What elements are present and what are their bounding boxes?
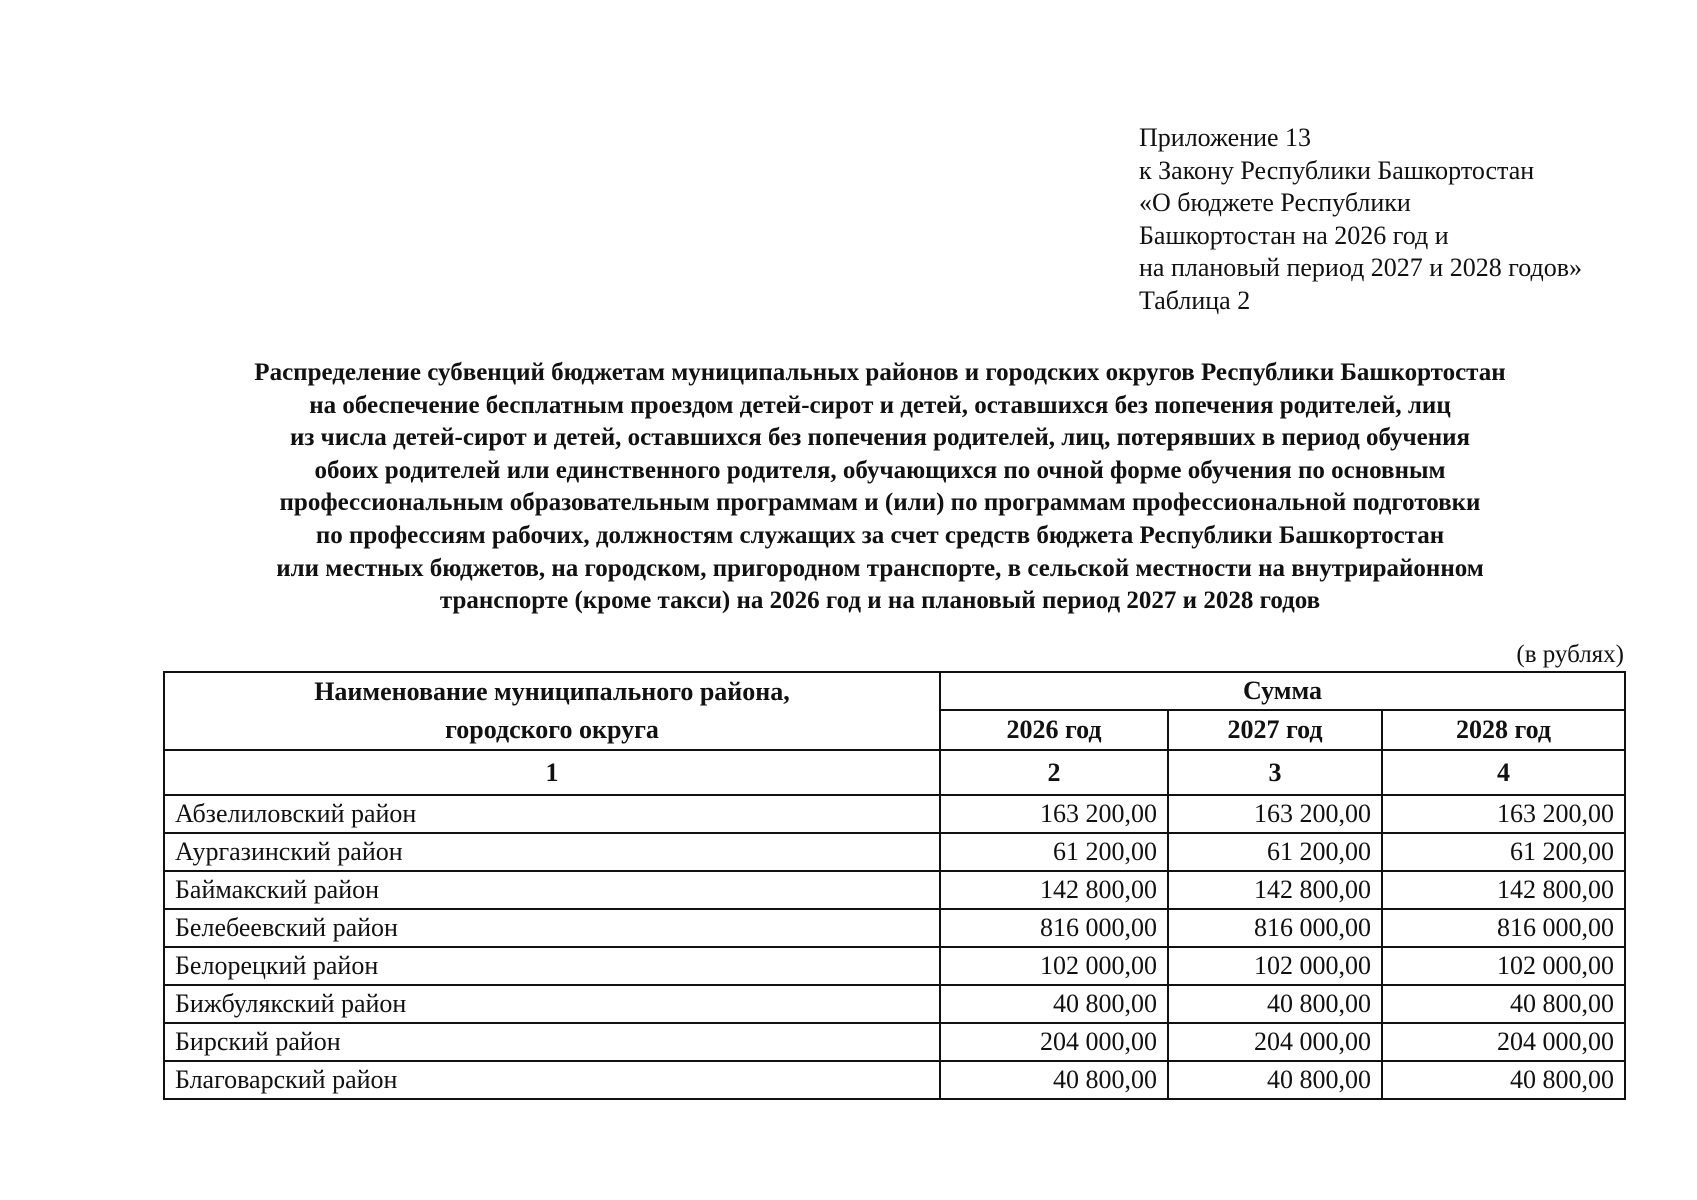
name-header-line: Наименование муниципального района, (314, 677, 790, 706)
district-name: Абзелиловский район (164, 795, 940, 833)
amount-2026: 61 200,00 (940, 833, 1168, 871)
year-header-2026: 2026 год (940, 710, 1168, 750)
district-name: Аургазинский район (164, 833, 940, 871)
units-label: (в рублях) (1516, 641, 1624, 668)
title-line: по профессиям рабочих, должностям служащих за счет средств бюджета Республики Башкортостан (315, 521, 1445, 549)
amount-2026: 142 800,00 (940, 871, 1168, 909)
table-row (164, 1023, 1625, 1061)
column-number: 4 (1382, 750, 1625, 795)
amount-2028: 204 000,00 (1382, 1023, 1625, 1061)
amount-2027: 102 000,00 (1168, 947, 1382, 985)
district-name: Белорецкий район (164, 947, 940, 985)
table-row (164, 871, 1625, 909)
table-row (164, 909, 1625, 947)
table-row (164, 1061, 1625, 1099)
amount-2026: 40 800,00 (940, 985, 1168, 1023)
title-line: обоих родителей или единственного родителя, обучающихся по очной форме обучения по основным (314, 456, 1446, 484)
amount-2027: 204 000,00 (1168, 1023, 1382, 1061)
table-row (164, 795, 1625, 833)
appendix-line: Приложение 13 (1139, 123, 1312, 152)
amount-2026: 102 000,00 (940, 947, 1168, 985)
title-line: из числа детей-сирот и детей, оставшихся без попечения родителей, лиц, потерявших в период обучения (289, 424, 1471, 452)
amount-2027: 142 800,00 (1168, 871, 1382, 909)
column-number: 1 (164, 750, 940, 795)
amount-2027: 163 200,00 (1168, 795, 1382, 833)
table-row (164, 947, 1625, 985)
amount-2028: 816 000,00 (1382, 909, 1625, 947)
amount-2028: 142 800,00 (1382, 871, 1625, 909)
table-row (164, 833, 1625, 871)
year-header-2028: 2028 год (1382, 710, 1625, 750)
column-number: 2 (940, 750, 1168, 795)
amount-2028: 40 800,00 (1382, 1061, 1625, 1099)
appendix-line: на плановый период 2027 и 2028 годов» (1139, 253, 1582, 282)
title-line: или местных бюджетов, на городском, пригородном транспорте, в сельской местности на внутрирайонном (276, 554, 1484, 582)
amount-2026: 163 200,00 (940, 795, 1168, 833)
document-title (150, 357, 1610, 618)
sum-header: Сумма (940, 672, 1625, 710)
title-line: Распределение субвенций бюджетам муниципальных районов и городских округов Республики Башкортостан (254, 359, 1506, 386)
amount-2026: 204 000,00 (940, 1023, 1168, 1061)
district-name: Благоварский район (164, 1061, 940, 1099)
title-line: профессиональным образовательным программам и (или) по программам профессиональной подготовки (279, 489, 1481, 517)
column-number: 3 (1168, 750, 1382, 795)
column-number-row (164, 750, 1625, 795)
amount-2028: 163 200,00 (1382, 795, 1625, 833)
amount-2028: 61 200,00 (1382, 833, 1625, 871)
amount-2027: 61 200,00 (1168, 833, 1382, 871)
name-header-line: городского округа (445, 715, 659, 744)
appendix-heading (1139, 122, 1582, 317)
appendix-table-number: Таблица 2 (1139, 285, 1251, 315)
district-name: Баймакский район (164, 871, 940, 909)
appendix-line: Башкортостан на 2026 год и (1139, 220, 1449, 250)
title-line: транспорте (кроме такси) на 2026 год и на плановый период 2027 и 2028 годов (439, 587, 1321, 615)
amount-2028: 102 000,00 (1382, 947, 1625, 985)
district-name: Белебеевский район (164, 909, 940, 947)
amount-2027: 40 800,00 (1168, 985, 1382, 1023)
appendix-line: «О бюджете Республики (1139, 188, 1411, 217)
district-name: Бижбулякский район (164, 985, 940, 1023)
table-header-row (164, 672, 1625, 710)
amount-2026: 816 000,00 (940, 909, 1168, 947)
table-row (164, 985, 1625, 1023)
amount-2028: 40 800,00 (1382, 985, 1625, 1023)
amount-2027: 816 000,00 (1168, 909, 1382, 947)
district-name: Бирский район (164, 1023, 940, 1061)
subsidy-table (163, 671, 1626, 1100)
appendix-line: к Закону Республики Башкортостан (1139, 155, 1535, 185)
amount-2027: 40 800,00 (1168, 1061, 1382, 1099)
name-column-header (164, 672, 940, 750)
title-line: на обеспечение бесплатным проездом детей-сирот и детей, оставшихся без попечения родителей, лиц (309, 391, 1451, 419)
year-header-2027: 2027 год (1168, 710, 1382, 750)
amount-2026: 40 800,00 (940, 1061, 1168, 1099)
